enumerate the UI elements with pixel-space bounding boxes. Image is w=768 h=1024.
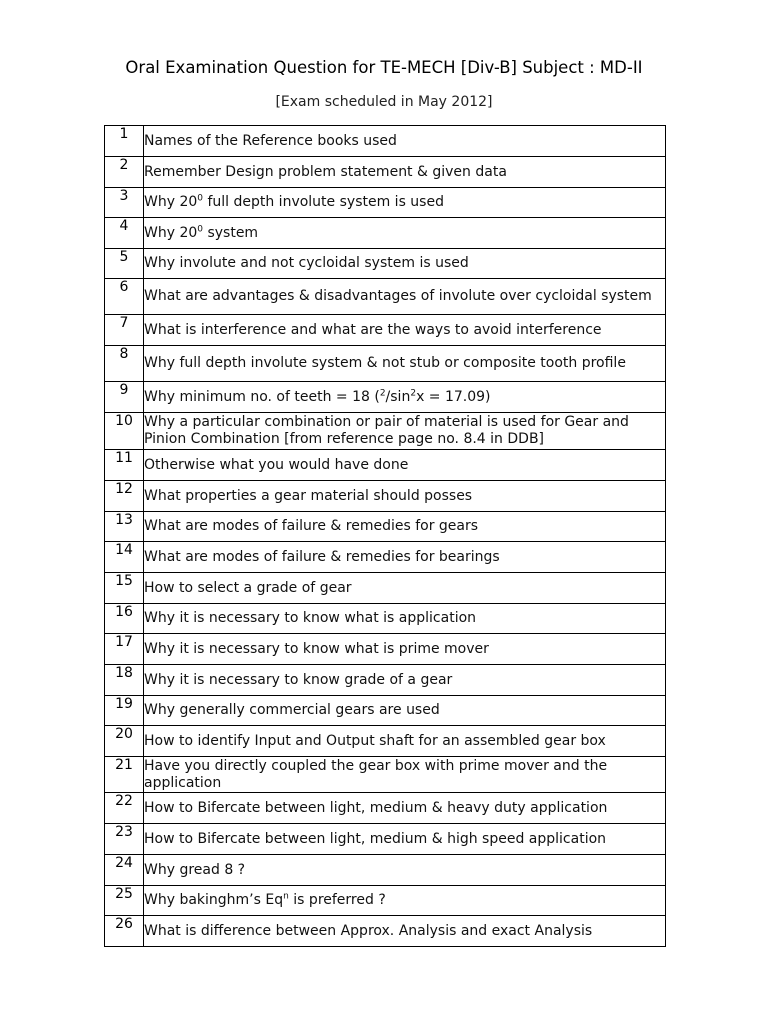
table-row [105,604,666,634]
question-text-part: Names of the Reference books used [144,132,397,149]
question-number: 22 [105,793,144,824]
question-text-part: Otherwise what you would have done [144,456,409,473]
question-text-part: Why a particular combination or pair of material is used for Gear and Pinion Combination [from reference page no. 8.4 in DDB] [144,414,629,447]
table-row [105,757,666,793]
question-superscript: 2 [379,387,386,398]
question-text-part: What are advantages & disadvantages of involute over cycloidal system [144,288,652,304]
table-row [105,886,666,916]
question-text-part: Why 20 [144,194,198,210]
question-number: 16 [105,604,144,634]
question-number: 12 [105,481,144,512]
table-row [105,157,666,188]
question-superscript: 0 [197,223,203,234]
question-text-part: Why full depth involute system & not stub or composite tooth profile [144,355,626,371]
table-row [105,218,666,249]
question-text-part: What is interference and what are the ways to avoid interference [144,321,602,338]
question-text-part: What properties a gear material should posses [144,487,473,504]
table-row [105,512,666,542]
question-text [144,126,666,157]
question-text-part: How to identify Input and Output shaft for an assembled gear box [144,732,606,749]
question-text [144,413,666,450]
table-row [105,726,666,757]
table-row [105,126,666,157]
question-text-part: Why it is necessary to know what is application [144,610,477,626]
question-number: 1 [105,126,144,157]
question-text [144,855,666,886]
question-text-part: What are modes of failure & remedies for gears [144,518,479,534]
table-row [105,382,666,413]
question-text [144,793,666,824]
questions-table [104,125,666,947]
document-subtitle: [Exam scheduled in May 2012] [275,94,493,110]
questions-table-body [105,126,666,947]
question-text [144,726,666,757]
question-number: 3 [105,188,144,218]
question-text-part: Why generally commercial gears are used [144,702,440,718]
question-text [144,315,666,346]
table-row [105,542,666,573]
table-row [105,249,666,279]
document-title: Oral Examination Question for TE-MECH [Div-B] Subject : MD-II [125,58,643,77]
question-text-part: is preferred ? [288,892,386,908]
question-text [144,824,666,855]
question-text [144,382,666,413]
question-text-part: Why gread 8 ? [144,861,246,878]
table-row [105,665,666,696]
table-row [105,824,666,855]
question-text [144,916,666,947]
question-number: 6 [105,279,144,315]
question-number: 7 [105,315,144,346]
question-text-part: Why bakinghm’s Eq [144,892,284,908]
question-text [144,279,666,315]
question-number: 21 [105,757,144,793]
question-number: 11 [105,450,144,481]
question-text [144,218,666,249]
question-text [144,665,666,696]
question-text [144,481,666,512]
table-row [105,696,666,726]
table-row [105,450,666,481]
question-text [144,604,666,634]
question-text [144,346,666,382]
question-number: 14 [105,542,144,573]
question-superscript: n [283,891,289,902]
question-text-part: Why it is necessary to know what is prime mover [144,640,489,657]
table-row [105,793,666,824]
question-number: 10 [105,413,144,450]
question-number: 25 [105,886,144,916]
question-superscript: 2 [410,387,417,398]
question-text-part: Have you directly coupled the gear box with prime mover and the application [144,757,608,791]
table-row [105,481,666,512]
question-text [144,512,666,542]
question-text-part: Why involute and not cycloidal system is used [144,255,469,271]
question-number: 13 [105,512,144,542]
question-text-part: x = 17.09) [416,388,491,405]
question-text [144,634,666,665]
table-row [105,279,666,315]
question-superscript: 0 [197,193,203,204]
question-number: 18 [105,665,144,696]
question-text-part: What are modes of failure & remedies for bearings [144,548,500,565]
question-text-part: full depth involute system is used [203,194,444,210]
question-text-part: /sin [385,388,411,405]
question-number: 26 [105,916,144,947]
question-text [144,157,666,188]
question-text [144,188,666,218]
question-text [144,450,666,481]
question-number: 23 [105,824,144,855]
question-number: 5 [105,249,144,279]
question-number: 8 [105,346,144,382]
question-text-part: How to select a grade of gear [144,579,352,596]
question-text [144,542,666,573]
question-number: 19 [105,696,144,726]
question-number: 17 [105,634,144,665]
question-text-part: Remember Design problem statement & given data [144,163,507,180]
question-number: 4 [105,218,144,249]
table-row [105,916,666,947]
table-row [105,413,666,450]
question-number: 2 [105,157,144,188]
question-text [144,249,666,279]
question-text-part: system [203,224,259,241]
question-number: 9 [105,382,144,413]
question-number: 20 [105,726,144,757]
table-row [105,346,666,382]
question-text [144,573,666,604]
question-text [144,757,666,793]
question-number: 24 [105,855,144,886]
table-row [105,573,666,604]
question-text-part: How to Bifercate between light, medium & heavy duty application [144,799,608,816]
table-row [105,315,666,346]
question-text-part: Why minimum no. of teeth = 18 ( [144,388,380,405]
question-text [144,696,666,726]
question-text-part: What is difference between Approx. Analysis and exact Analysis [144,922,593,939]
question-number: 15 [105,573,144,604]
question-text [144,886,666,916]
table-row [105,634,666,665]
question-text-part: Why it is necessary to know grade of a gear [144,671,453,688]
table-row [105,855,666,886]
question-text-part: Why 20 [144,224,198,241]
question-text-part: How to Bifercate between light, medium & high speed application [144,830,607,847]
table-row [105,188,666,218]
